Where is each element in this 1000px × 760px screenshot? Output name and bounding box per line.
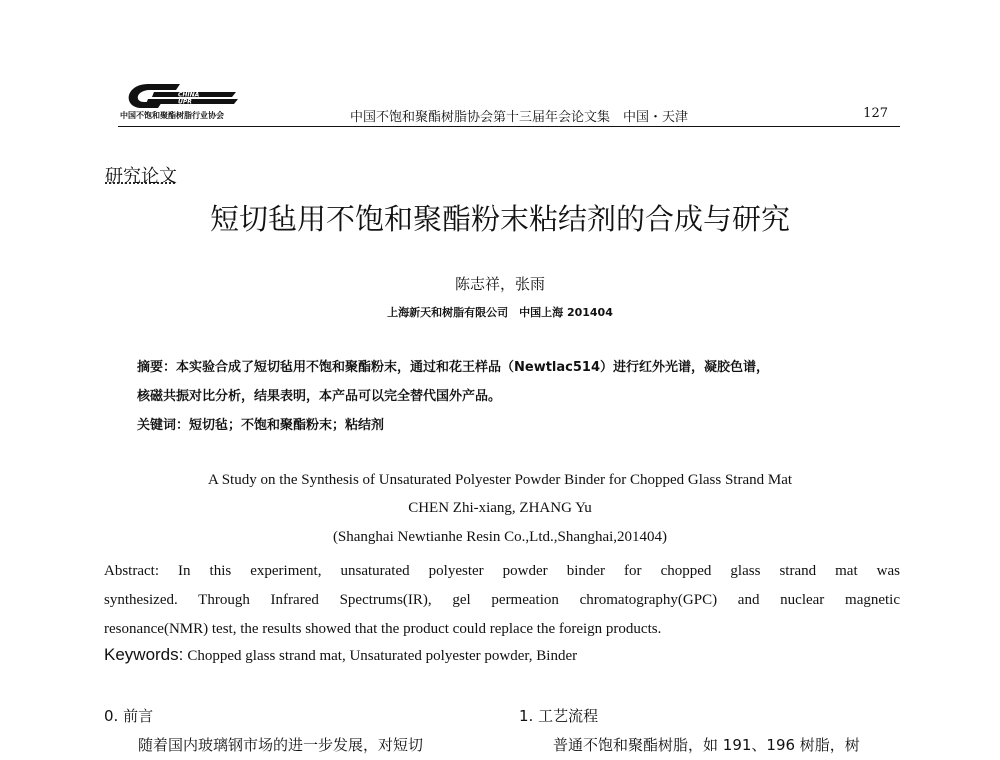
page-header [118,80,900,126]
process-text: 普通不饱和聚酯树脂，如 191、196 树脂，树 [553,736,860,754]
authors: 陈志祥，张雨 [454,275,545,293]
logo-subtitle: 中国不饱和聚酯树脂行业协会 [120,110,224,120]
english-abstract-line2: synthesized. Through Infrared Spectrums(IR), gel permeation chromatography(GPC) and nuclear magnetic [104,592,900,608]
english-authors: CHEN Zhi-xiang, ZHANG Yu [408,500,592,516]
paper-title: 短切毡用不饱和聚酯粉末粘结剂的合成与研究 [209,202,790,236]
english-affiliation: (Shanghai Newtianhe Resin Co.,Ltd.,Shanghai,201404) [332,529,668,545]
abstract-cn-line2: 核磁共振对比分析，结果表明，本产品可以完全替代国外产品。 [137,389,502,404]
section-heading-process: 1. 工艺流程 [519,707,599,725]
english-title: A Study on the Synthesis of Unsaturated Polyester Powder Binder for Chopped Glass Strand Mat [207,472,793,488]
page-number: 127 [863,106,888,121]
proceedings-title: 中国不饱和聚酯树脂协会第十三届年会论文集 中国・天津 [350,110,689,125]
logo-text-top: CHINA [178,91,200,99]
section-heading-intro: 0. 前言 [104,707,154,725]
abstract-cn-line1: 摘要：本实验合成了短切毡用不饱和聚酯粉末，通过和花王样品（Newtlac514）进行红外光谱，凝胶色谱， [137,360,769,375]
english-abstract-line3: resonance(NMR) test, the results showed that the product could replace the foreign products. [104,621,662,637]
header-rule [118,126,900,127]
english-keywords [104,645,577,665]
intro-text: 随着国内玻璃钢市场的进一步发展，对短切 [138,736,424,754]
keywords-cn: 关键词：短切毡；不饱和聚酯粉末；粘结剂 [137,418,385,433]
section-tag: 研究论文 [105,166,177,187]
english-abstract-line1: Abstract: In this experiment, unsaturated polyester powder binder for chopped glass strand mat was [104,563,900,579]
affiliation: 上海新天和树脂有限公司 中国上海 201404 [387,306,613,319]
logo-text-bottom: UPR [178,98,192,106]
keywords-text: Chopped glass strand mat, Unsaturated polyester powder, Binder [187,648,578,664]
keywords-label: Keywords: [104,645,184,664]
